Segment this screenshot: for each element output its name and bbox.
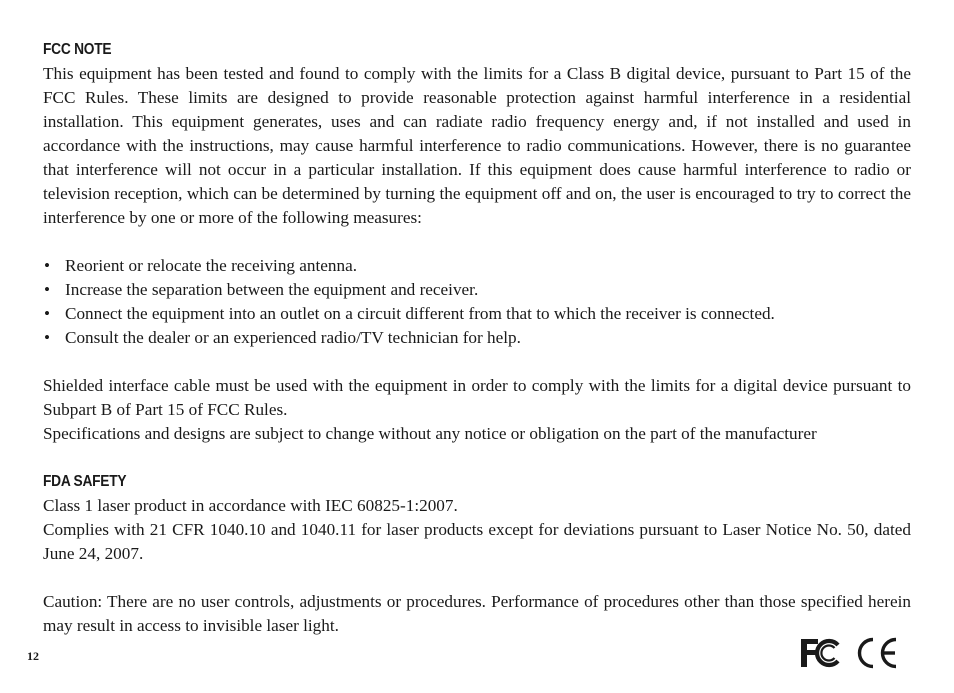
ce-mark-icon [854, 634, 900, 672]
class1-laser-paragraph: Class 1 laser product in accordance with IEC 60825-1:2007. [43, 496, 458, 515]
certification-logos [798, 634, 900, 672]
list-item [43, 254, 911, 278]
list-item [43, 278, 911, 302]
measure-text: Increase the separation between the equipment and receiver. [65, 280, 479, 299]
page-number: 12 [27, 649, 39, 663]
caution-paragraph: Caution: There are no user controls, adjustments or procedures. Performance of procedures other than those specified herein may result in access to invisible laser light. [43, 592, 911, 635]
bullet-icon: • [44, 256, 51, 275]
bullet-icon: • [44, 304, 51, 323]
fcc-logo-icon [798, 634, 842, 672]
list-item [43, 326, 911, 350]
measure-text: Connect the equipment into an outlet on a circuit different from that to which the receiver is connected. [65, 304, 775, 323]
fcc-measures-list [43, 254, 911, 350]
spacer [43, 230, 911, 254]
spacer [43, 446, 911, 470]
fcc-intro-paragraph: This equipment has been tested and found to comply with the limits for a Class B digital device, pursuant to Part 15 of the FCC Rules. These limits are designed to provide reasonable protection against harmful interference in a residential installation. This equipment generates, uses and can radiate radio frequency energy and, if not installed and used in accordance with the instructions, may cause harmful interference to radio communications. However, there is no guarantee that interference will not occur in a particular installation. If this equipment does cause harmful interference to radio or television reception, which can be determined by turning the equipment off and on, the user is encouraged to try to correct the interference by one or more of the following measures: [43, 64, 911, 227]
fcc-note-heading: FCC NOTE [43, 41, 112, 58]
shielded-cable-paragraph: Shielded interface cable must be used with the equipment in order to comply with the limits for a digital device pursuant to Subpart B of Part 15 of FCC Rules. [43, 376, 911, 419]
fda-safety-heading: FDA SAFETY [43, 473, 127, 490]
measure-text: Reorient or relocate the receiving antenna. [65, 256, 358, 275]
bullet-icon: • [44, 280, 51, 299]
cfr-compliance-paragraph: Complies with 21 CFR 1040.10 and 1040.11 for laser products except for deviations pursuant to Laser Notice No. 50, dated June 24, 2007. [43, 520, 911, 563]
document-page [43, 38, 911, 638]
bullet-icon: • [44, 328, 51, 347]
list-item [43, 302, 911, 326]
measure-text: Consult the dealer or an experienced radio/TV technician for help. [65, 328, 521, 347]
specifications-paragraph: Specifications and designs are subject to change without any notice or obligation on the part of the manufacturer [43, 424, 817, 443]
spacer [43, 350, 911, 374]
spacer [43, 566, 911, 590]
